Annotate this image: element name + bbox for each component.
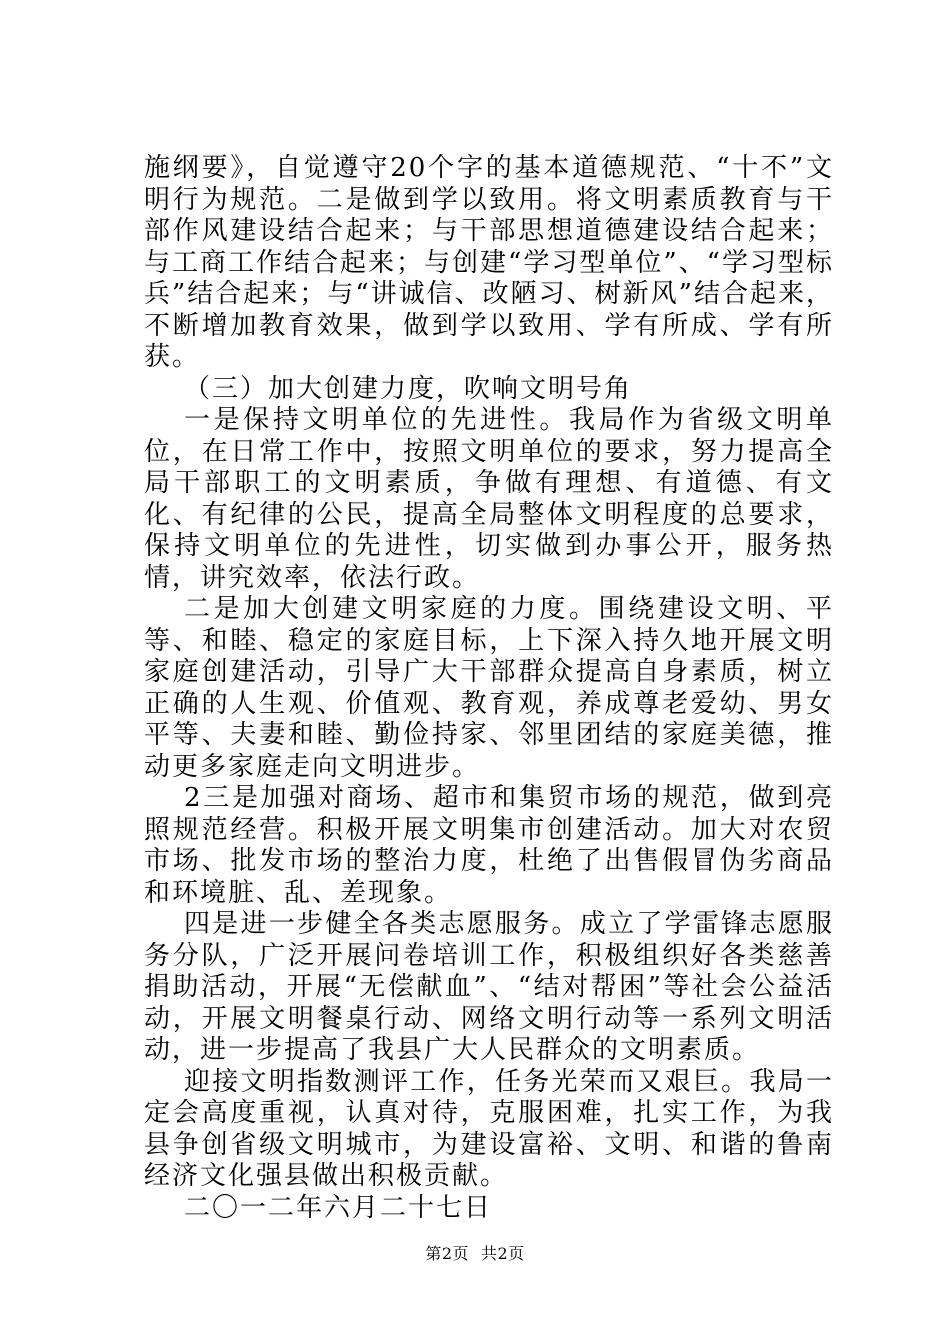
- document-body: [144, 153, 834, 1224]
- page-total: 共2页: [481, 1244, 525, 1263]
- paragraph-civilized-family: 二是加大创建文明家庭的力度。围绕建设文明、平等、和睦、稳定的家庭目标，上下深入持久地开展文明家庭创建活动，引导广大干部群众提高自身素质，树立正确的人生观、价值观、教育观，养成尊老爱幼、男女平等、夫妻和睦、勤俭持家、邻里团结的家庭美德，推动更多家庭走向文明进步。: [144, 594, 834, 782]
- page-number: 第2页: [425, 1244, 469, 1263]
- paragraph-volunteer-service: 四是进一步健全各类志愿服务。成立了学雷锋志愿服务分队，广泛开展问卷培训工作，积极组织好各类慈善捐助活动，开展“无偿献血”、“结对帮困”等社会公益活动，开展文明餐桌行动、网络文明行动等一系列文明活动，进一步提高了我县广大人民群众的文明素质。: [144, 909, 834, 1065]
- paragraph-conclusion: 迎接文明指数测评工作，任务光荣而又艰巨。我局一定会高度重视，认真对待，克服困难，扎实工作，为我县争创省级文明城市，为建设富裕、文明、和谐的鲁南经济文化强县做出积极贡献。: [144, 1066, 834, 1191]
- paragraph-advanced-unit: 一是保持文明单位的先进性。我局作为省级文明单位，在日常工作中，按照文明单位的要求，努力提高全局干部职工的文明素质，争做有理想、有道德、有文化、有纪律的公民，提高全局整体文明程度的总要求，保持文明单位的先进性，切实做到办事公开，服务热情，讲究效率，依法行政。: [144, 405, 834, 593]
- section-heading: （三）加大创建力度，吹响文明号角: [184, 373, 633, 404]
- document-date: 二〇一二年六月二十七日: [184, 1192, 493, 1223]
- paragraph-continuation: 施纲要》，自觉遵守20个字的基本道德规范、“十不”文明行为规范。二是做到学以致用。将文明素质教育与干部作风建设结合起来；与干部思想道德建设结合起来；与工商工作结合起来；与创建“学习型单位”、“学习型标兵”结合起来；与“讲诚信、改陋习、树新风”结合起来，不断增加教育效果，做到学以致用、学有所成、学有所获。: [144, 153, 834, 372]
- paragraph-market-regulation: 2三是加强对商场、超市和集贸市场的规范，做到亮照规范经营。积极开展文明集市创建活动。加大对农贸市场、批发市场的整治力度，杜绝了出售假冒伪劣商品和环境脏、乱、差现象。: [144, 783, 834, 908]
- page-footer: [0, 1244, 950, 1264]
